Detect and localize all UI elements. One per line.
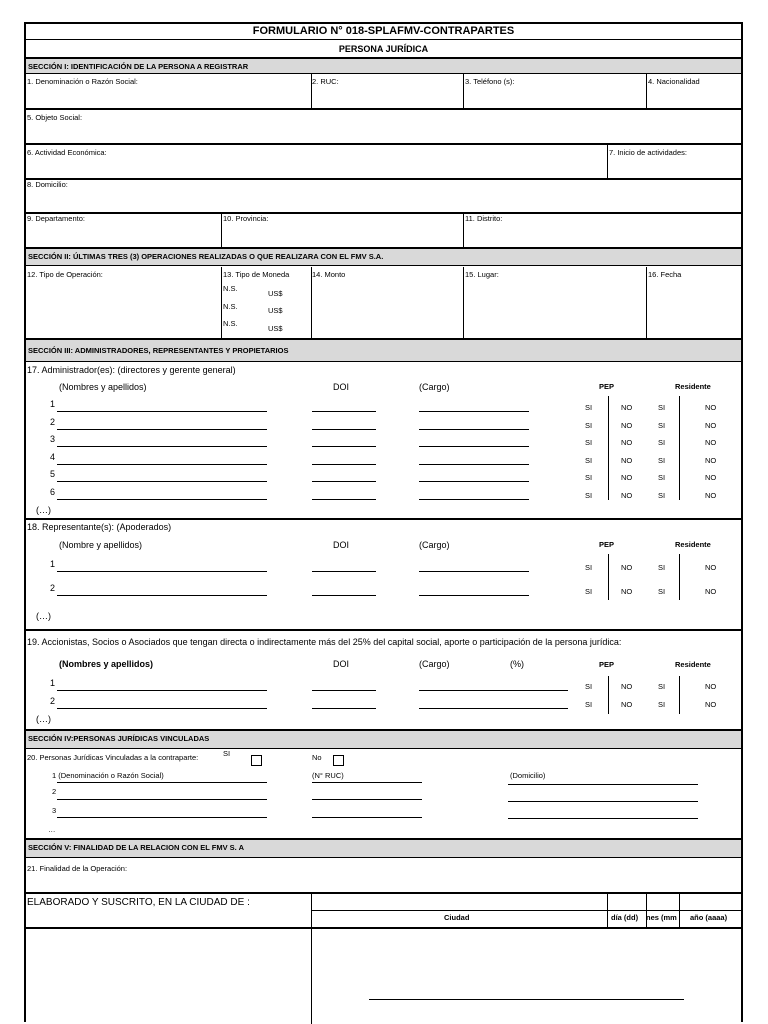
rep-name-line[interactable] [57, 571, 267, 572]
vinculadas-si-label: SI [223, 749, 231, 758]
section-4-title: SECCIÓN IV:PERSONAS JURÍDICAS VINCULADAS [26, 729, 741, 749]
acc-row-number: 2 [50, 695, 56, 706]
rep-cargo-header: (Cargo) [419, 540, 450, 550]
admin-res-si: SI [658, 473, 666, 482]
field-inicio-label: 7. Inicio de actividades: [609, 148, 687, 157]
rep-res-si: SI [658, 563, 666, 572]
admin-cargo-line[interactable] [419, 464, 529, 465]
acc-names-header: (Nombres y apellidos) [59, 659, 154, 669]
vinc-row-3: 3 [52, 806, 57, 815]
rep-cargo-line[interactable] [419, 595, 529, 596]
acc-name-line[interactable] [57, 708, 267, 709]
field-ruc-label: 2. RUC: [312, 77, 339, 86]
acc-residente-header: Residente [675, 660, 711, 669]
acc-pct-line[interactable] [508, 690, 568, 691]
admin-pep-si: SI [585, 473, 593, 482]
admin-pep-si: SI [585, 438, 593, 447]
acc-doi-header: DOI [333, 659, 350, 669]
rep-pep-si: SI [585, 563, 593, 572]
rep-cargo-line[interactable] [419, 571, 529, 572]
admin-pep-no: NO [621, 490, 633, 500]
admin-row-number: 4 [50, 451, 56, 462]
section-5-title: SECCIÓN V: FINALIDAD DE LA RELACION CON EL FMV S. A [26, 838, 741, 858]
admin-res-si: SI [658, 438, 666, 447]
admin-row-number: 5 [50, 469, 56, 479]
acc-cargo-header: (Cargo) [419, 659, 450, 669]
moneda-ns-3: N.S. [223, 319, 238, 328]
moneda-us-3: US$ [268, 324, 283, 333]
mes-header: nes (mm [646, 913, 677, 922]
admin-more: (…) [36, 505, 51, 515]
admin-res-si: SI [658, 455, 666, 465]
elaborado-label: ELABORADO Y SUSCRITO, EN LA CIUDAD DE : [27, 897, 250, 908]
field-accionistas-label: 19. Accionistas, Socios o Asociados que tengan directa o indirectamente más del 25% del capital social, aporte o participación de la persona jurídica: [27, 637, 622, 647]
acc-pct-line[interactable] [508, 708, 568, 709]
section-1-title: SECCIÓN I: IDENTIFICACIÓN DE LA PERSONA A REGISTRAR [26, 57, 741, 74]
field-distrito-label: 11. Distrito: [465, 214, 503, 223]
field-fecha-label: 16. Fecha [648, 270, 682, 279]
admin-row-number: 2 [50, 416, 56, 427]
admin-res-no: NO [705, 455, 717, 465]
rep-pep-no: NO [621, 586, 633, 596]
vinc-col-ruc: (N° RUC) [312, 771, 344, 780]
admin-pep-si: SI [585, 490, 593, 500]
admin-row-number: 6 [50, 486, 56, 497]
acc-pep-no: NO [621, 699, 633, 709]
admin-doi-line[interactable] [312, 411, 376, 412]
admin-pep-no: NO [621, 455, 633, 465]
acc-res-no: NO [705, 699, 717, 709]
admin-name-line[interactable] [57, 446, 267, 447]
admin-cargo-line[interactable] [419, 411, 529, 412]
acc-row-number: 1 [50, 678, 56, 688]
rep-doi-header: DOI [333, 540, 350, 550]
admin-row-number: 3 [50, 434, 56, 444]
admin-cargo-line[interactable] [419, 446, 529, 447]
acc-pct-header: (%) [510, 659, 524, 669]
admin-cargo-line[interactable] [419, 481, 529, 482]
rep-row-number: 2 [50, 582, 56, 593]
admin-res-si: SI [658, 403, 666, 412]
vinc-more: … [48, 825, 56, 834]
form-title: FORMULARIO N° 018-SPLAFMV-CONTRAPARTES [252, 25, 515, 37]
acc-more: (…) [36, 714, 51, 724]
rep-names-header: (Nombre y apellidos) [59, 540, 143, 550]
dia-header: día (dd) [611, 913, 639, 922]
admin-doi-header: DOI [333, 382, 350, 392]
admin-cargo-line[interactable] [419, 499, 529, 500]
field-nacionalidad-label: 4. Nacionalidad [648, 77, 700, 86]
admin-res-no: NO [705, 438, 717, 447]
acc-doi-line[interactable] [312, 690, 376, 691]
acc-pep-header: PEP [599, 660, 615, 669]
field-finalidad-label: 21. Finalidad de la Operación: [27, 864, 128, 873]
rep-doi-line[interactable] [312, 571, 376, 572]
anio-header: año (aaaa) [690, 913, 728, 922]
admin-pep-no: NO [621, 473, 633, 482]
field-objeto-social-label: 5. Objeto Social: [27, 113, 83, 122]
ciudad-header: Ciudad [444, 913, 470, 922]
vinculadas-si-checkbox[interactable] [251, 755, 262, 766]
vinculadas-no-checkbox[interactable] [333, 755, 344, 766]
admin-name-line[interactable] [57, 481, 267, 482]
rep-pep-no: NO [621, 563, 633, 572]
admin-names-header: (Nombres y apellidos) [59, 382, 147, 392]
acc-res-no: NO [705, 682, 717, 691]
acc-res-si: SI [658, 682, 666, 691]
acc-res-si: SI [658, 699, 666, 709]
admin-pep-no: NO [621, 438, 633, 447]
moneda-us-1: US$ [268, 289, 283, 298]
field-tipo-moneda-label: 13. Tipo de Moneda [223, 270, 290, 279]
acc-pep-no: NO [621, 682, 633, 691]
admin-res-no: NO [705, 420, 717, 430]
section-3-title: SECCIÓN III: ADMINISTRADORES, REPRESENTANTES Y PROPIETARIOS [26, 338, 741, 362]
field-lugar-label: 15. Lugar: [465, 270, 499, 279]
field-representantes-label: 18. Representante(s): (Apoderados) [27, 522, 172, 532]
admin-res-no: NO [705, 490, 717, 500]
admin-pep-si: SI [585, 455, 593, 465]
rep-name-line[interactable] [57, 595, 267, 596]
rep-res-no: NO [705, 563, 717, 572]
moneda-us-2: US$ [268, 306, 283, 315]
rep-res-no: NO [705, 586, 717, 596]
form-subtitle: PERSONA JURÍDICA [338, 44, 429, 54]
vinculadas-no-label: No [312, 753, 322, 762]
admin-res-si: SI [658, 490, 666, 500]
admin-doi-line[interactable] [312, 464, 376, 465]
vinc-col-razon-social: 1 (Denominación o Razón Social) [52, 771, 164, 780]
admin-res-no: NO [705, 403, 717, 412]
rep-row-number: 1 [50, 559, 56, 569]
admin-pep-si: SI [585, 420, 593, 430]
admin-doi-line[interactable] [312, 429, 376, 430]
vinc-row-2: 2 [52, 787, 57, 796]
rep-doi-line[interactable] [312, 595, 376, 596]
field-provincia-label: 10. Provincia: [223, 214, 269, 223]
admin-pep-header: PEP [599, 382, 615, 391]
field-tipo-operacion-label: 12. Tipo de Operación: [27, 270, 103, 279]
field-departamento-label: 9. Departamento: [27, 214, 85, 223]
admin-row-number: 1 [50, 399, 56, 409]
admin-name-line[interactable] [57, 429, 267, 430]
admin-doi-line[interactable] [312, 499, 376, 500]
acc-pep-si: SI [585, 699, 593, 709]
field-monto-label: 14. Monto [312, 270, 346, 279]
field-administradores-label: 17. Administrador(es): (directores y gerente general) [27, 365, 236, 375]
admin-pep-no: NO [621, 420, 633, 430]
admin-doi-line[interactable] [312, 481, 376, 482]
rep-residente-header: Residente [675, 540, 711, 549]
form-frame [24, 22, 743, 1022]
field-vinculadas-label: 20. Personas Jurídicas Vinculadas a la contraparte: [27, 753, 199, 762]
acc-name-line[interactable] [57, 690, 267, 691]
admin-name-line[interactable] [57, 499, 267, 500]
vinc-col-domicilio: (Domicilio) [510, 771, 546, 780]
admin-res-no: NO [705, 473, 717, 482]
field-domicilio-label: 8. Domicilio: [27, 180, 68, 189]
field-razon-social-label: 1. Denominación o Razón Social: [27, 77, 138, 86]
section-2-title: SECCIÓN II: ÚLTIMAS TRES (3) OPERACIONES REALIZADAS O QUE REALIZARA CON EL FMV S.A. [26, 247, 741, 266]
admin-pep-no: NO [621, 403, 633, 412]
admin-cargo-line[interactable] [419, 429, 529, 430]
field-actividad-label: 6. Actividad Económica: [27, 148, 107, 157]
rep-res-si: SI [658, 586, 666, 596]
acc-doi-line[interactable] [312, 708, 376, 709]
moneda-ns-1: N.S. [223, 284, 238, 293]
rep-pep-header: PEP [599, 540, 615, 549]
admin-doi-line[interactable] [312, 446, 376, 447]
admin-res-si: SI [658, 420, 666, 430]
admin-name-line[interactable] [57, 464, 267, 465]
rep-pep-si: SI [585, 586, 593, 596]
moneda-ns-2: N.S. [223, 302, 238, 311]
admin-name-line[interactable] [57, 411, 267, 412]
acc-pep-si: SI [585, 682, 593, 691]
admin-cargo-header: (Cargo) [419, 382, 450, 392]
admin-pep-si: SI [585, 403, 593, 412]
field-telefono-label: 3. Teléfono (s): [465, 77, 515, 86]
admin-residente-header: Residente [675, 382, 711, 391]
rep-more: (…) [36, 611, 51, 621]
